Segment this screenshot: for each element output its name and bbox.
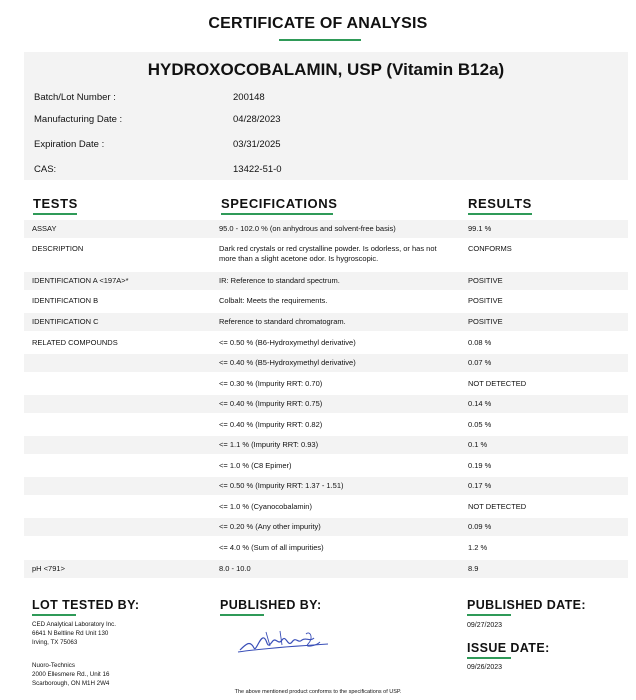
table-row [24,560,628,578]
meta-row-expiration-date [34,139,628,155]
specification: <= 0.50 % (Impurity RRT: 1.37 - 1.51) [219,481,344,490]
specification: Reference to standard chromatogram. [219,317,346,326]
heading-underline [467,614,511,616]
result: 8.9 [468,564,479,573]
specification: <= 4.0 % (Sum of all impurities) [219,543,324,552]
conformance-note: The above mentioned product conforms to the specifications of USP. [234,689,402,695]
result: 0.05 % [468,420,492,429]
header-underline [33,213,77,215]
address-line: CED Analytical Laboratory Inc. [32,621,116,628]
result: NOT DETECTED [468,379,527,388]
heading-underline [220,614,264,616]
result: 0.07 % [468,358,492,367]
result: 1.2 % [468,543,488,552]
meta-label: Expiration Date : [34,139,105,150]
meta-label: Batch/Lot Number : [34,92,116,103]
table-row [24,416,628,434]
table-row [24,313,628,331]
specification: <= 0.50 % (B6-Hydroxymethyl derivative) [219,338,356,347]
test-name: IDENTIFICATION C [32,317,99,326]
result: 0.14 % [468,399,492,408]
specification: IR: Reference to standard spectrum. [219,276,340,285]
table-row [24,477,628,495]
table-row [24,539,628,557]
result: NOT DETECTED [468,502,527,511]
address-line: 6641 N Beltline Rd Unit 130 [32,630,109,637]
product-info-panel [24,52,628,180]
specification: <= 1.0 % (Cyanocobalamin) [219,502,312,511]
issue-date-value: 09/26/2023 [467,664,503,671]
meta-row-manufacturing-date [34,114,628,130]
test-name: RELATED COMPOUNDS [32,338,118,347]
table-row [24,272,628,290]
address-line: Irving, TX 75063 [32,639,78,646]
test-name: IDENTIFICATION A <197A>* [32,276,129,285]
title-underline [279,39,361,41]
meta-value: 13422-51-0 [233,164,282,175]
address-line: 2000 Ellesmere Rd., Unit 16 [32,671,110,678]
test-name: ASSAY [32,224,57,233]
result: POSITIVE [468,296,503,305]
table-row [24,334,628,352]
table-row [24,292,628,310]
test-name: IDENTIFICATION B [32,296,99,305]
specification: <= 0.40 % (Impurity RRT: 0.75) [219,399,323,408]
published-date-heading: PUBLISHED DATE: [467,598,586,612]
specification: 95.0 - 102.0 % (on anhydrous and solvent-free basis) [219,224,396,233]
table-row [24,436,628,454]
signature-image [236,626,336,656]
meta-row-batch [34,92,628,108]
table-row [24,240,628,270]
table-row [24,498,628,516]
specification: <= 1.1 % (Impurity RRT: 0.93) [219,440,319,449]
specification: Dark red crystals or red crystalline powder. Is odorless, or has not more than a slight acetone odor. Is hygroscopic. [219,244,437,263]
header-underline [468,213,532,215]
table-row [24,354,628,372]
column-header-tests: TESTS [33,196,78,211]
address-line: Nuoro-Technics [32,662,75,669]
result: 0.19 % [468,461,492,470]
publisher-address [32,661,109,688]
test-name: pH <791> [32,564,65,573]
meta-row-cas [34,164,628,180]
published-by-heading: PUBLISHED BY: [220,598,322,612]
header-underline [221,213,333,215]
test-name: DESCRIPTION [32,244,84,253]
table-row [24,220,628,238]
column-header-specifications: SPECIFICATIONS [221,196,338,211]
specification: <= 0.20 % (Any other impurity) [219,522,321,531]
result: CONFORMS [468,244,512,253]
meta-value: 200148 [233,92,265,103]
table-row [24,518,628,536]
column-header-results: RESULTS [468,196,532,211]
specification: <= 0.40 % (Impurity RRT: 0.82) [219,420,323,429]
result: POSITIVE [468,276,503,285]
result: POSITIVE [468,317,503,326]
table-row [24,375,628,393]
specification: 8.0 - 10.0 [219,564,251,573]
heading-underline [32,614,76,616]
meta-value: 03/31/2025 [233,139,281,150]
result: 0.1 % [468,440,488,449]
table-row [24,395,628,413]
table-row [24,457,628,475]
lab-address [32,620,116,647]
meta-label: CAS: [34,164,57,175]
heading-underline [467,657,511,659]
result: 0.17 % [468,481,492,490]
published-date-value: 09/27/2023 [467,622,503,629]
issue-date-heading: ISSUE DATE: [467,641,550,655]
product-name: HYDROXOCOBALAMIN, USP (Vitamin B12a) [147,60,505,79]
result: 0.09 % [468,522,492,531]
specification: Colbalt: Meets the requirements. [219,296,328,305]
specification: <= 1.0 % (C8 Epimer) [219,461,292,470]
meta-label: Manufacturing Date : [34,114,123,125]
result: 99.1 % [468,224,492,233]
address-line: Scarborough, ON M1H 2W4 [32,680,110,687]
result: 0.08 % [468,338,492,347]
meta-value: 04/28/2023 [233,114,281,125]
document-title: CERTIFICATE OF ANALYSIS [208,15,428,32]
specification: <= 0.30 % (Impurity RRT: 0.70) [219,379,323,388]
specification: <= 0.40 % (B5-Hydroxymethyl derivative) [219,358,356,367]
lot-tested-by-heading: LOT TESTED BY: [32,598,140,612]
